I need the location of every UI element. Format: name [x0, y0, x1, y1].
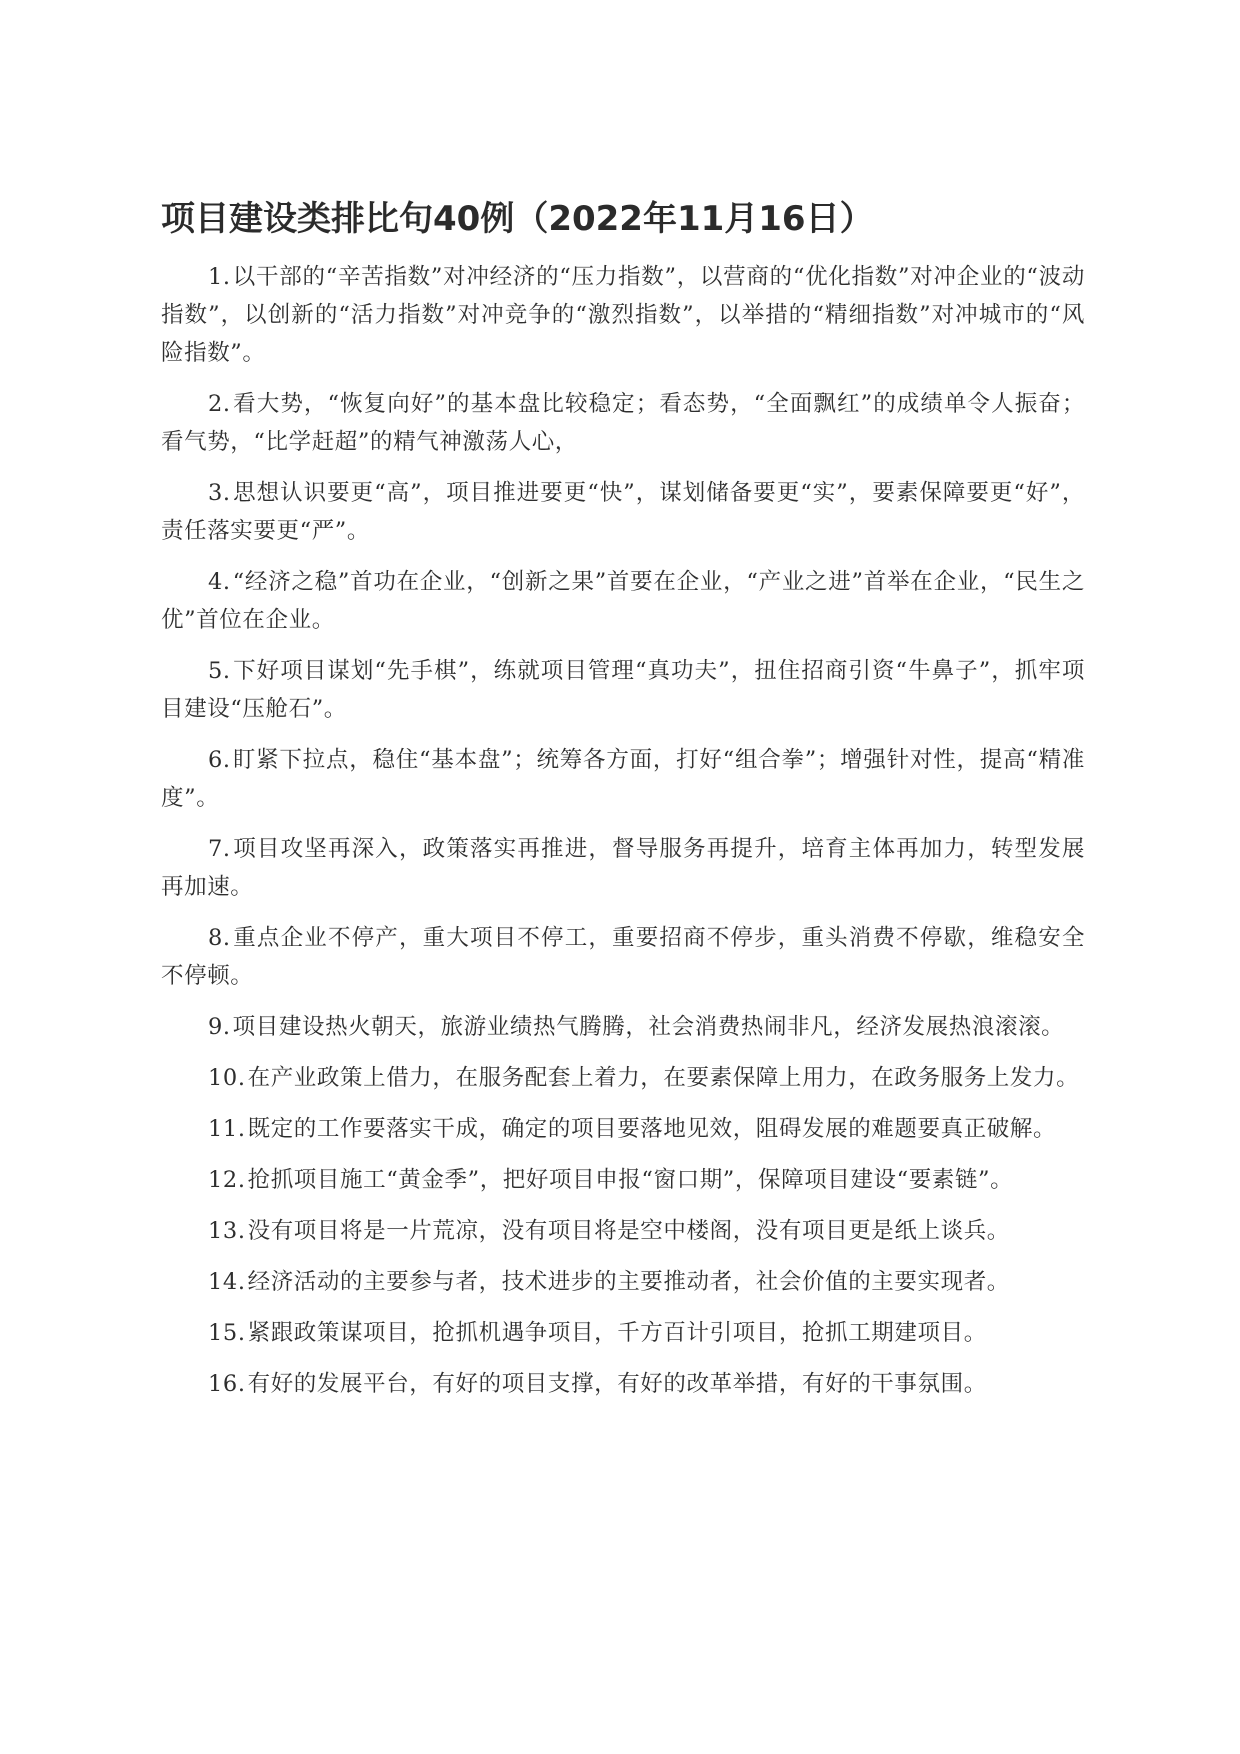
item-number: 9. — [208, 1014, 231, 1040]
list-item — [161, 652, 1085, 728]
item-number: 4. — [208, 569, 231, 595]
item-number: 3. — [208, 480, 231, 506]
item-number: 12. — [208, 1167, 246, 1193]
item-number: 16. — [208, 1371, 246, 1397]
list-item — [161, 1212, 1085, 1250]
list-item — [161, 385, 1085, 461]
item-text: 重点企业不停产，重大项目不停工，重要招商不停步，重头消费不停歇，维稳安全不停顿。 — [161, 925, 1085, 989]
item-number: 10. — [208, 1065, 246, 1091]
item-text: 有好的发展平台，有好的项目支撑，有好的改革举措，有好的干事氛围。 — [247, 1371, 987, 1397]
document-title: 项目建设类排比句40例（2022年11月16日） — [161, 199, 874, 239]
item-text: 项目建设热火朝天，旅游业绩热气腾腾，社会消费热闹非凡，经济发展热浪滚滚。 — [232, 1014, 1065, 1040]
list-item — [161, 258, 1085, 372]
item-number: 7. — [208, 836, 231, 862]
item-number: 1. — [208, 264, 231, 290]
document-body — [161, 197, 1085, 1416]
item-text: 盯紧下拉点，稳住“基本盘”；统筹各方面，打好“组合拳”；增强针对性，提高“精准度”。 — [161, 747, 1085, 811]
item-text: 紧跟政策谋项目，抢抓机遇争项目，千方百计引项目，抢抓工期建项目。 — [247, 1320, 987, 1346]
item-text: 看大势，“恢复向好”的基本盘比较稳定；看态势，“全面飘红”的成绩单令人振奋；看气势，“比学赶超”的精气神激荡人心， — [161, 391, 1085, 455]
list-item — [161, 1110, 1085, 1148]
list-item — [161, 1314, 1085, 1352]
item-text: 下好项目谋划“先手棋”，练就项目管理“真功夫”，扭住招商引资“牛鼻子”，抓牢项目建设“压舱石”。 — [161, 658, 1085, 722]
list-item — [161, 1263, 1085, 1301]
list-item — [161, 1059, 1085, 1097]
list-item — [161, 563, 1085, 639]
item-number: 6. — [208, 747, 231, 773]
list-item — [161, 830, 1085, 906]
item-number: 8. — [208, 925, 231, 951]
item-number: 5. — [208, 658, 231, 684]
list-item — [161, 474, 1085, 550]
item-text: 以干部的“辛苦指数”对冲经济的“压力指数”，以营商的“优化指数”对冲企业的“波动指数”，以创新的“活力指数”对冲竞争的“激烈指数”，以举措的“精细指数”对冲城市的“风险指数”。 — [161, 264, 1085, 366]
item-text: 项目攻坚再深入，政策落实再推进，督导服务再提升，培育主体再加力，转型发展再加速。 — [161, 836, 1085, 900]
item-number: 11. — [208, 1116, 246, 1142]
item-text: 经济活动的主要参与者，技术进步的主要推动者，社会价值的主要实现者。 — [247, 1269, 1010, 1295]
list-item — [161, 741, 1085, 817]
item-number: 2. — [208, 391, 231, 417]
list-item — [161, 1161, 1085, 1199]
item-number: 14. — [208, 1269, 246, 1295]
list-item — [161, 919, 1085, 995]
list-item — [161, 1008, 1085, 1046]
item-text: 既定的工作要落实干成，确定的项目要落地见效，阻碍发展的难题要真正破解。 — [247, 1116, 1057, 1142]
list-item — [161, 1365, 1085, 1403]
item-text: “经济之稳”首功在企业，“创新之果”首要在企业，“产业之进”首举在企业，“民生之优”首位在企业。 — [161, 569, 1085, 633]
item-text: 在产业政策上借力，在服务配套上着力，在要素保障上用力，在政务服务上发力。 — [247, 1065, 1080, 1091]
item-number: 13. — [208, 1218, 246, 1244]
item-text: 没有项目将是一片荒凉，没有项目将是空中楼阁，没有项目更是纸上谈兵。 — [247, 1218, 1010, 1244]
item-number: 15. — [208, 1320, 246, 1346]
item-text: 抢抓项目施工“黄金季”，把好项目申报“窗口期”，保障项目建设“要素链”。 — [247, 1167, 1014, 1193]
item-text: 思想认识要更“高”，项目推进要更“快”，谋划储备要更“实”，要素保障要更“好”，责任落实要更“严”。 — [161, 480, 1085, 544]
